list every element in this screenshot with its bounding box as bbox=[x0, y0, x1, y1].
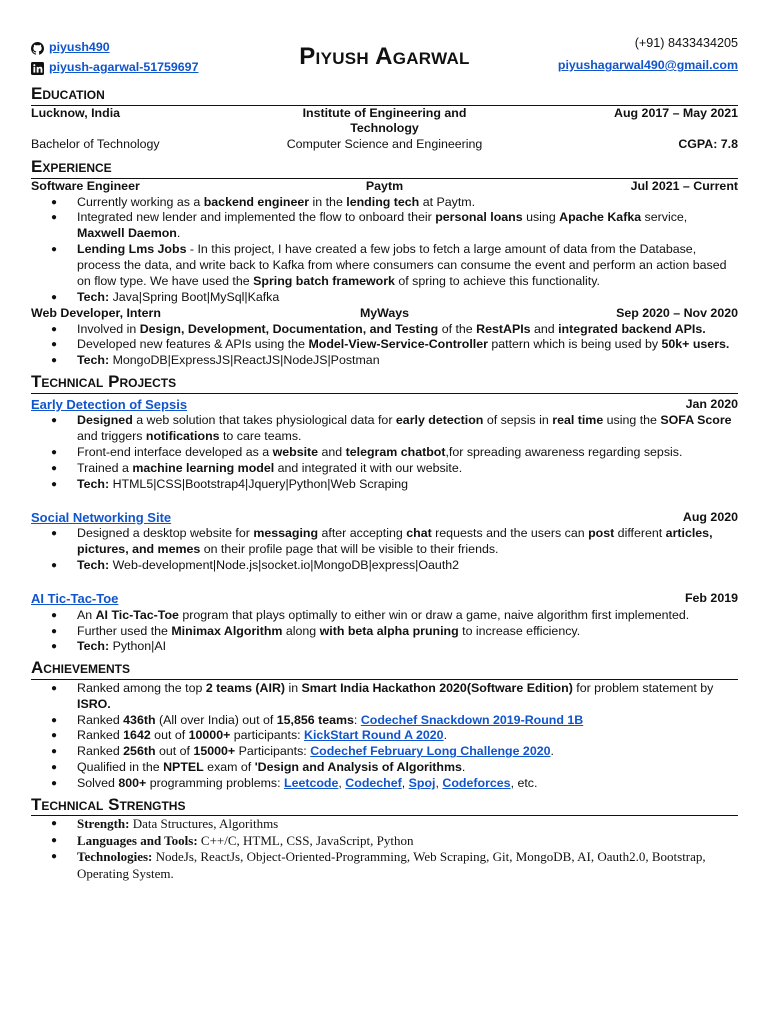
bullet-item: ● Involved in Design, Development, Documentation, and Testing of the RestAPIs and integrated backend APIs. bbox=[31, 322, 738, 338]
project-bullets bbox=[31, 608, 738, 656]
education-degree: Bachelor of Technology bbox=[31, 137, 160, 152]
bullet-item: ● Technologies: NodeJs, ReactJs, Object-Oriented-Programming, Web Scraping, Git, MongoDB, AI, Oauth2.0, Bootstrap, Operating System. bbox=[31, 849, 738, 882]
bullet-item: ● An AI Tic-Tac-Toe program that plays optimally to either win or draw a game, naive algorithm first implemented. bbox=[31, 608, 738, 624]
education-location: Lucknow, India bbox=[31, 105, 121, 120]
phone-number: (+91) 8433434205 bbox=[634, 36, 738, 50]
education-branch: Computer Science and Engineering bbox=[286, 137, 483, 152]
bullet-item: ● Tech: Python|AI bbox=[31, 639, 738, 655]
bullet-item: ● Lending Lms Jobs - In this project, I have created a few jobs to fetch a large amount of data from the Database, process the data, and write back to Kafka from where consumers can consume the event and perform an action based on flow type. We have used the Spring batch framework of spring to achieve this functionality. bbox=[31, 242, 738, 290]
job-role: Software Engineer bbox=[31, 178, 140, 193]
project-date: Aug 2020 bbox=[682, 509, 738, 524]
bullet-item: ● Trained a machine learning model and integrated it with our website. bbox=[31, 461, 738, 477]
candidate-name: Piyush Agarwal bbox=[299, 43, 470, 70]
bullet-item: ● Integrated new lender and implemented the flow to onboard their personal loans using Apache Kafka service, Maxwell Daemon. bbox=[31, 210, 738, 242]
education-institute: Institute of Engineering and Technology bbox=[302, 105, 467, 136]
section-heading-strengths: Technical Strengths bbox=[31, 795, 738, 817]
education-degree-row bbox=[31, 137, 738, 153]
bullet-item: ● Ranked 256th out of 15000+ Participants: Codechef February Long Challenge 2020. bbox=[31, 744, 738, 760]
job-dates: Jul 2021 – Current bbox=[630, 178, 739, 193]
experience-list bbox=[31, 179, 738, 370]
project-title-link[interactable]: Early Detection of Sepsis bbox=[31, 396, 188, 412]
job-bullets bbox=[31, 322, 738, 370]
bullet-item: ● Ranked among the top 2 teams (AIR) in Smart India Hackathon 2020(Software Edition) for problem statement by ISRO. bbox=[31, 681, 738, 713]
section-heading-education: Education bbox=[31, 84, 738, 106]
linkedin-link[interactable]: piyush-agarwal-51759697 bbox=[49, 60, 199, 75]
bullet-item: ● Further used the Minimax Algorithm along with beta alpha pruning to increase efficiency. bbox=[31, 624, 738, 640]
email-link[interactable]: piyushagarwal490@gmail.com bbox=[557, 58, 738, 72]
bullet-item: ● Languages and Tools: C++/C, HTML, CSS, JavaScript, Python bbox=[31, 833, 738, 849]
bullet-item: ● Designed a web solution that takes physiological data for early detection of sepsis in real time using the SOFA Score and triggers notifications to care teams. bbox=[31, 413, 738, 445]
bullet-item: ● Qualified in the NPTEL exam of 'Design and Analysis of Algorithms. bbox=[31, 760, 738, 776]
project-title-link[interactable]: Social Networking Site bbox=[31, 509, 172, 525]
job-dates: Sep 2020 – Nov 2020 bbox=[616, 305, 739, 320]
strengths-list bbox=[31, 816, 738, 882]
project-header bbox=[31, 591, 738, 608]
bullet-item: ● Developed new features & APIs using the Model-View-Service-Controller pattern which is being used by 50k+ users. bbox=[31, 337, 738, 353]
project-date: Jan 2020 bbox=[685, 396, 738, 411]
projects-list bbox=[31, 397, 738, 656]
job-role: Web Developer, Intern bbox=[31, 305, 161, 320]
bullet-item: ● Tech: MongoDB|ExpressJS|ReactJS|NodeJS|Postman bbox=[31, 353, 738, 369]
education-dates: Aug 2017 – May 2021 bbox=[614, 105, 739, 120]
section-heading-experience: Experience bbox=[31, 157, 738, 179]
github-link[interactable]: piyush490 bbox=[49, 40, 110, 55]
achievements-list bbox=[31, 681, 738, 792]
job-header bbox=[31, 306, 738, 322]
section-heading-achievements: Achievements bbox=[31, 658, 738, 680]
bullet-item: ● Solved 800+ programming problems: Leetcode, Codechef, Spoj, Codeforces, etc. bbox=[31, 776, 738, 792]
bullet-item: ● Designed a desktop website for messaging after accepting chat requests and the users can post different articles, pictures, and memes on their profile page that will be visible to their friends. bbox=[31, 526, 738, 558]
job-company: MyWays bbox=[359, 305, 410, 320]
section-heading-projects: Technical Projects bbox=[31, 372, 738, 394]
project-header bbox=[31, 510, 738, 527]
bullet-item: ● Strength: Data Structures, Algorithms bbox=[31, 816, 738, 832]
contact-info bbox=[558, 35, 738, 74]
job-bullets bbox=[31, 195, 738, 306]
project-title-link[interactable]: AI Tic-Tac-Toe bbox=[31, 591, 119, 607]
project-date: Feb 2019 bbox=[684, 591, 738, 606]
bullet-item: ● Ranked 1642 out of 10000+ participants: KickStart Round A 2020. bbox=[31, 728, 738, 744]
bullet-item: ● Front-end interface developed as a website and telegram chatbot,for spreading awareness regarding sepsis. bbox=[31, 445, 738, 461]
project-header bbox=[31, 397, 738, 414]
bullet-item: ● Tech: HTML5|CSS|Bootstrap4|Jquery|Python|Web Scraping bbox=[31, 477, 738, 493]
job-company: Paytm bbox=[365, 178, 404, 193]
bullet-item: ● Ranked 436th (All over India) out of 15,856 teams: Codechef Snackdown 2019-Round 1B bbox=[31, 713, 738, 729]
education-row bbox=[31, 106, 738, 138]
bullet-item: ● Currently working as a backend engineer in the lending tech at Paytm. bbox=[31, 195, 738, 211]
resume-header bbox=[31, 0, 738, 82]
bullet-item: ● Tech: Web-development|Node.js|socket.io|MongoDB|express|Oauth2 bbox=[31, 558, 738, 574]
job-header bbox=[31, 179, 738, 195]
project-bullets bbox=[31, 413, 738, 492]
education-cgpa: CGPA: 7.8 bbox=[678, 137, 739, 152]
project-bullets bbox=[31, 526, 738, 574]
bullet-item: ● Tech: Java|Spring Boot|MySql|Kafka bbox=[31, 290, 738, 306]
